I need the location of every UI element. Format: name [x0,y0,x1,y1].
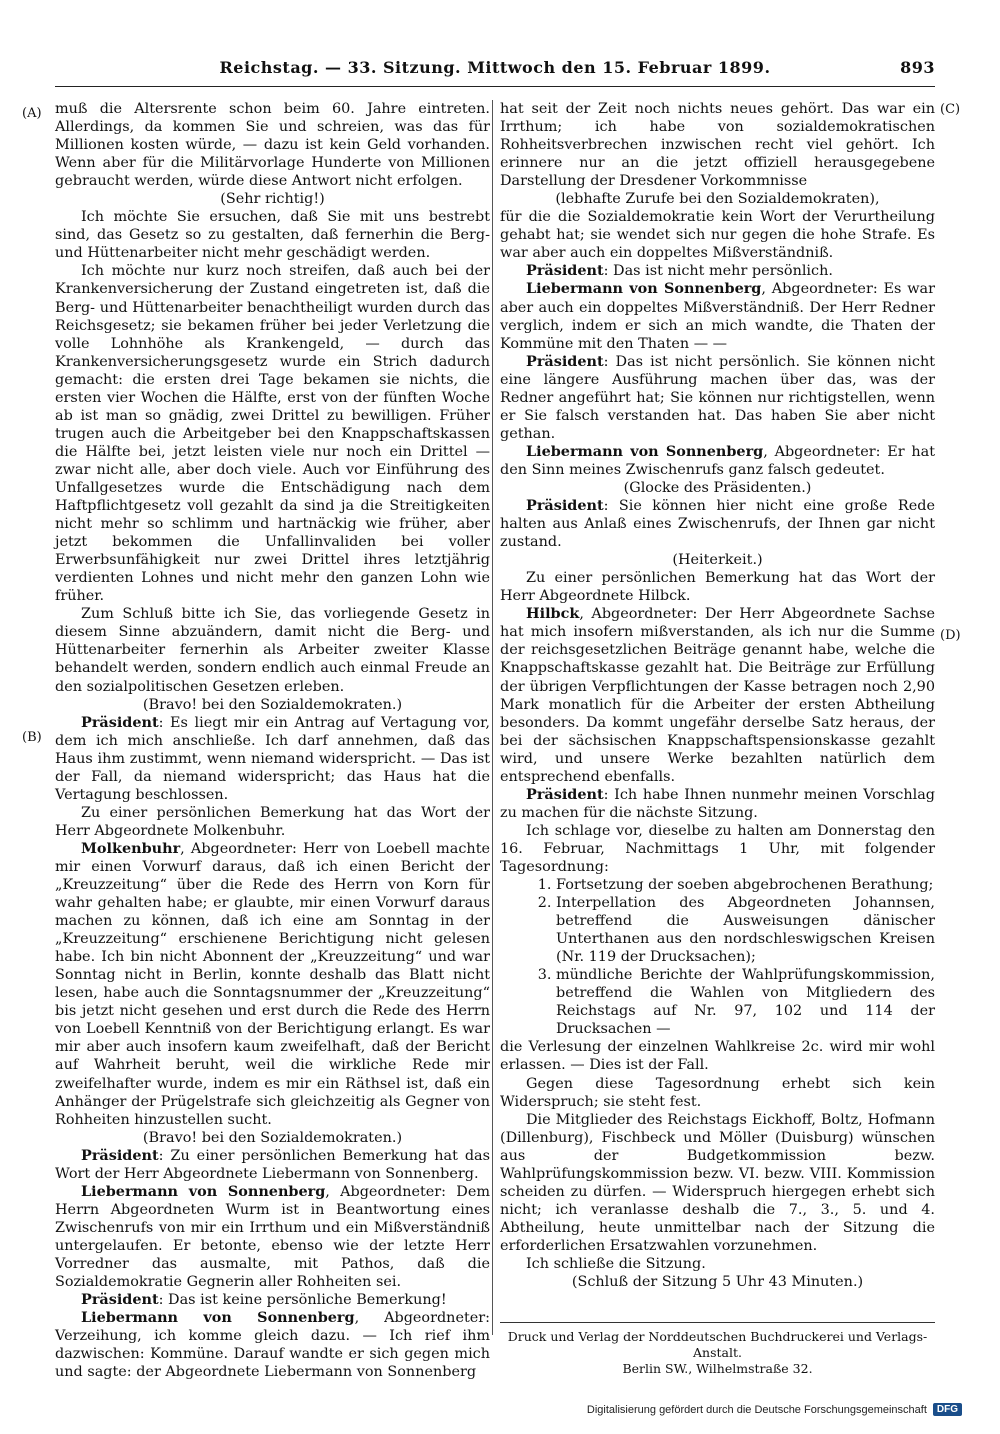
speech-paragraph: Liebermann von Sonnenberg, Abgeordneter: Dem Herrn Abgeordneten Wurm ist in Beantwortung eines Zwischenrufs von mir ein Irrthum und ein Mißverständniß untergelaufen. Er betonte, ebenso wie der letzte Herr Vorredner das ausmalte, mit Pathos, daß die Sozialdemokratie Gegnerin aller Rohheiten sei. [55,1182,490,1291]
dfg-logo-icon: DFG [933,1403,962,1416]
speech-paragraph: Liebermann von Sonnenberg, Abgeordneter: Es war aber auch ein doppeltes Mißverständniß. Der Herr Redner verglich, indem er sich an mich wandte, die Thaten der Kommüne mit den Thaten — — [500,280,935,352]
column-divider [492,100,493,1335]
agenda-list [500,876,935,1038]
speech-paragraph: Präsident: Das ist keine persönliche Bemerkung! [81,1291,447,1309]
speaker-name: Liebermann von Sonnenberg [81,1309,355,1327]
speech-paragraph: Präsident: Das ist nicht mehr persönlich. [526,262,833,280]
interjection: (Heiterkeit.) [672,552,763,569]
speaker-name: Präsident [81,1146,159,1164]
imprint-line: Druck und Verlag der Norddeutschen Buchdruckerei und Verlags-Anstalt. [507,1329,928,1360]
interjection: (Bravo! bei den Sozialdemokraten.) [142,1129,403,1146]
paragraph: für die die Sozialdemokratie kein Wort der Verurtheilung gehabt hat; sie wendet sich nur gegen die hohe Strafe. Es war aber auch ein doppeltes Mißverständniß. [500,209,935,262]
speaker-name: Präsident [81,713,159,731]
interjection: (lebhafte Zurufe bei den Sozialdemokraten), [555,191,880,208]
interjection: (Bravo! bei den Sozialdemokraten.) [142,696,403,713]
digitization-credit [587,1403,962,1416]
margin-mark-a: (A) [22,106,42,121]
speech-paragraph: Präsident: Es liegt mir ein Antrag auf Vertagung vor, dem ich mich anschließe. Ich darf annehmen, daß das Haus ihm zustimmt, wenn niemand widerspricht. — Das ist der Fall, da niemand widerspricht; das Haus hat die Vertagung beschlossen. [55,713,490,803]
agenda-item: 2. Interpellation des Abgeordneten Johannsen, betreffend die Ausweisungen dänischer Unterthanen aus den nordschleswigschen Kreisen (Nr. 119 der Drucksachen); [556,894,935,966]
interjection: (Sehr richtig!) [220,191,325,208]
left-column [55,100,490,1381]
paragraph: Ich schließe die Sitzung. [526,1256,706,1272]
speech-paragraph: Liebermann von Sonnenberg, Abgeordneter: Er hat den Sinn meines Zwischenrufs ganz falsch gedeutet. [500,442,935,478]
interjection: (Glocke des Präsidenten.) [623,479,812,496]
session-close: (Schluß der Sitzung 5 Uhr 43 Minuten.) [571,1274,864,1291]
credit-text: Digitalisierung gefördert durch die Deutsche Forschungsgemeinschaft [586,1403,927,1416]
speaker-name: Liebermann von Sonnenberg [81,1182,326,1200]
agenda-item: 3. mündliche Berichte der Wahlprüfungskommission, betreffend die Wahlen von Mitgliedern des Reichstags auf Nr. 97, 102 und 114 der Drucksachen — [556,966,935,1038]
margin-mark-d: (D) [940,628,961,643]
running-header [55,58,935,82]
paragraph: muß die Altersrente schon beim 60. Jahre eintreten. Allerdings, da kommen Sie und schreien, was das für Millionen kosten würde, — dazu ist kein Geld vorhanden. Wenn aber für die Militärvorlage Hunderte von Millionen gebraucht werden, würde diese Antwort nicht erfolgen. [55,101,490,190]
speaker-name: Liebermann von Sonnenberg [526,442,764,460]
speech-paragraph: Molkenbuhr, Abgeordneter: Herr von Loebell machte mir einen Vorwurf daraus, daß ich einen Bericht der „Kreuzzeitung“ über die Rede des Herrn von Korn für wahr gehalten habe; er glaubte, mir einen Vorwurf daraus machen zu können, daß ich eine am Sonntag in der „Kreuzzeitung“ erschienene Berichtigung nicht gelesen habe. Ich bin nicht Abonnent der „Kreuzzeitung“ und war Sonntag nicht in Berlin, konnte deshalb das Blatt nicht lesen, habe auch die Sonntagsnummer der „Kreuzzeitung“ bis jetzt nicht gesehen und erst durch die Rede des Herrn von Loebell Kenntniß von der Berichtigung erlangt. Es war mir aber auch insofern kaum zweifelhaft, daß der Bericht auf Wahrheit beruht, weil die wirkliche Rede mir zweifelhafter wurde, indem es mir ein Räthsel ist, daß ein Anhänger der Prügelstrafe sich gleichzeitig als Gegner von Rohheiten hinzustellen sucht. [55,839,490,1128]
speech-paragraph: Hilbck, Abgeordneter: Der Herr Abgeordnete Sachse hat mich insofern mißverstanden, als ich nur die Summe der reichsgesetzlichen Beiträge genannt habe, welche die Knappschaftskasse gezahlt hat. Die Beiträge zur Erfüllung der übrigen Verpflichtungen der Kasse betragen noch 2,90 Mark monatlich für die Arbeiter der ersten Abtheilung besonders. Da kommt ungefähr derselbe Satz heraus, der bei der sächsischen Knappschaftspensionskasse gezahlt wird, und unsere Werke bezahlten natürlich dem entsprechend ebenfalls. [500,605,935,785]
page-number: 893 [900,58,935,77]
speaker-name: Molkenbuhr [81,839,181,857]
header-rule [55,86,935,87]
speech-paragraph: Präsident: Das ist nicht persönlich. Sie können nicht eine längere Ausführung machen über das, was der Redner angeführt hat; Sie können nur richtigstellen, wenn er Sie falsch verstanden hat. Das haben Sie aber nicht gethan. [500,352,935,442]
speaker-name: Präsident [526,497,604,515]
agenda-item: 1. Fortsetzung der soeben abgebrochenen Berathung; [556,876,935,894]
speech-paragraph: Liebermann von Sonnenberg, Abgeordneter: Verzeihung, ich komme gleich dazu. — Ich rief ihm dazwischen: Kommüne. Darauf wandte er sich gegen mich und sagte: der Abgeordnete Liebermann von Sonnenberg [55,1309,490,1381]
paragraph: Ich möchte Sie ersuchen, daß Sie mit uns bestrebt sind, das Gesetz so zu gestalten, daß fernerhin die Berg- und Hüttenarbeiter nicht mehr geschädigt werden. [55,209,490,262]
imprint-line: Berlin SW., Wilhelmstraße 32. [622,1361,813,1376]
speaker-name: Präsident [526,785,604,803]
speech-paragraph: Präsident: Zu einer persönlichen Bemerkung hat das Wort der Herr Abgeordnete Liebermann von Sonnenberg. [55,1146,490,1182]
paragraph: Gegen diese Tagesordnung erhebt sich kein Widerspruch; sie steht fest. [500,1075,935,1110]
header-title: Reichstag. — 33. Sitzung. Mittwoch den 15. Februar 1899. [219,58,771,77]
speech-paragraph: Präsident: Ich habe Ihnen nunmehr meinen Vorschlag zu machen für die nächste Sitzung. [500,785,935,821]
paragraph: Zu einer persönlichen Bemerkung hat das Wort der Herr Abgeordnete Molkenbuhr. [55,804,490,839]
margin-mark-c: (C) [940,102,961,117]
paragraph: Zum Schluß bitte ich Sie, das vorliegende Gesetz in diesem Sinne abzuändern, damit nicht die Berg- und Hüttenarbeiter fernerhin als Arbeiter zweiter Klasse behandelt werden, sondern endlich auch einmal Freude an den sozialpolitischen Gesetzen erleben. [55,606,490,695]
paragraph: Ich möchte nur kurz noch streifen, daß auch bei der Krankenversicherung der Zustand eingetreten ist, daß die Berg- und Hüttenarbeiter benachtheiligt wurden durch das Reichsgesetz; sie bekamen früher bei jeder Verletzung die volle Lohnhöhe als Krankengeld, — durch das Krankenversicherungsgesetz wurde ein Strich dadurch gemacht: die ersten drei Tage bekamen sie nichts, die ersten vier Wochen die Hälfte, erst von der fünften Woche ab ist man so gnädig, zwei Drittel zu bewilligen. Früher trugen auch die Arbeitgeber bei den Knappschaftskassen die Hälfte bei, jetzt leisten viele nur noch ein Drittel — zwar nicht alle, aber doch viele. Auch vor Einführung des Unfallgesetzes wurde die Entschädigung nach dem Haftpflichtgesetz voll gezahlt da sind ja die Streitigkeiten nicht mehr so schlimm und hartnäckig wie früher, aber jetzt bekommen die Unfallinvaliden bei voller Erwerbsunfähigkeit nur zwei Drittel ihres letztjährig verdienten Lohnes und nicht mehr den ganzen Lohn wie früher. [55,263,490,605]
speech-paragraph: Präsident: Sie können hier nicht eine große Rede halten aus Anlaß eines Zwischenrufs, der Ihnen gar nicht zustand. [500,497,935,551]
speaker-name: Präsident [526,262,604,280]
speaker-name: Präsident [526,352,604,370]
speaker-name: Hilbck [526,605,580,623]
printer-imprint [500,1322,935,1377]
speaker-name: Präsident [81,1291,159,1309]
paragraph: die Verlesung der einzelnen Wahlkreise 2c. wird mir wohl erlassen. — Dies ist der Fall. [500,1039,935,1074]
margin-mark-b: (B) [22,730,42,745]
speaker-name: Liebermann von Sonnenberg [526,280,762,298]
right-column [500,100,935,1291]
paragraph: Ich schlage vor, dieselbe zu halten am Donnerstag den 16. Februar, Nachmittags 1 Uhr, mit folgender Tagesordnung: [500,822,935,875]
paragraph: Die Mitglieder des Reichstags Eickhoff, Boltz, Hofmann (Dillenburg), Fischbeck und Möller (Duisburg) wünschen aus der Budgetkommission bezw. Wahlprüfungskommission bezw. VI. bezw. VIII. Kommission scheiden zu dürfen. — Widerspruch hiergegen erhebt sich nicht; ich veranlasse deshalb die 7., 3., 5. und 4. Abtheilung, heute unmittelbar nach der Sitzung die erforderlichen Ersatzwahlen vorzunehmen. [500,1111,935,1254]
paragraph: Zu einer persönlichen Bemerkung hat das Wort der Herr Abgeordnete Hilbck. [500,570,935,605]
paragraph: hat seit der Zeit noch nichts neues gehört. Das war ein Irrthum; ich habe von sozialdemokratischen Rohheitsverbrechen inzwischen recht viel gehört. Ich erinnere nur an die jetzt offiziell herausgegebene Darstellung der Dresdener Vorkommnisse [500,101,935,190]
